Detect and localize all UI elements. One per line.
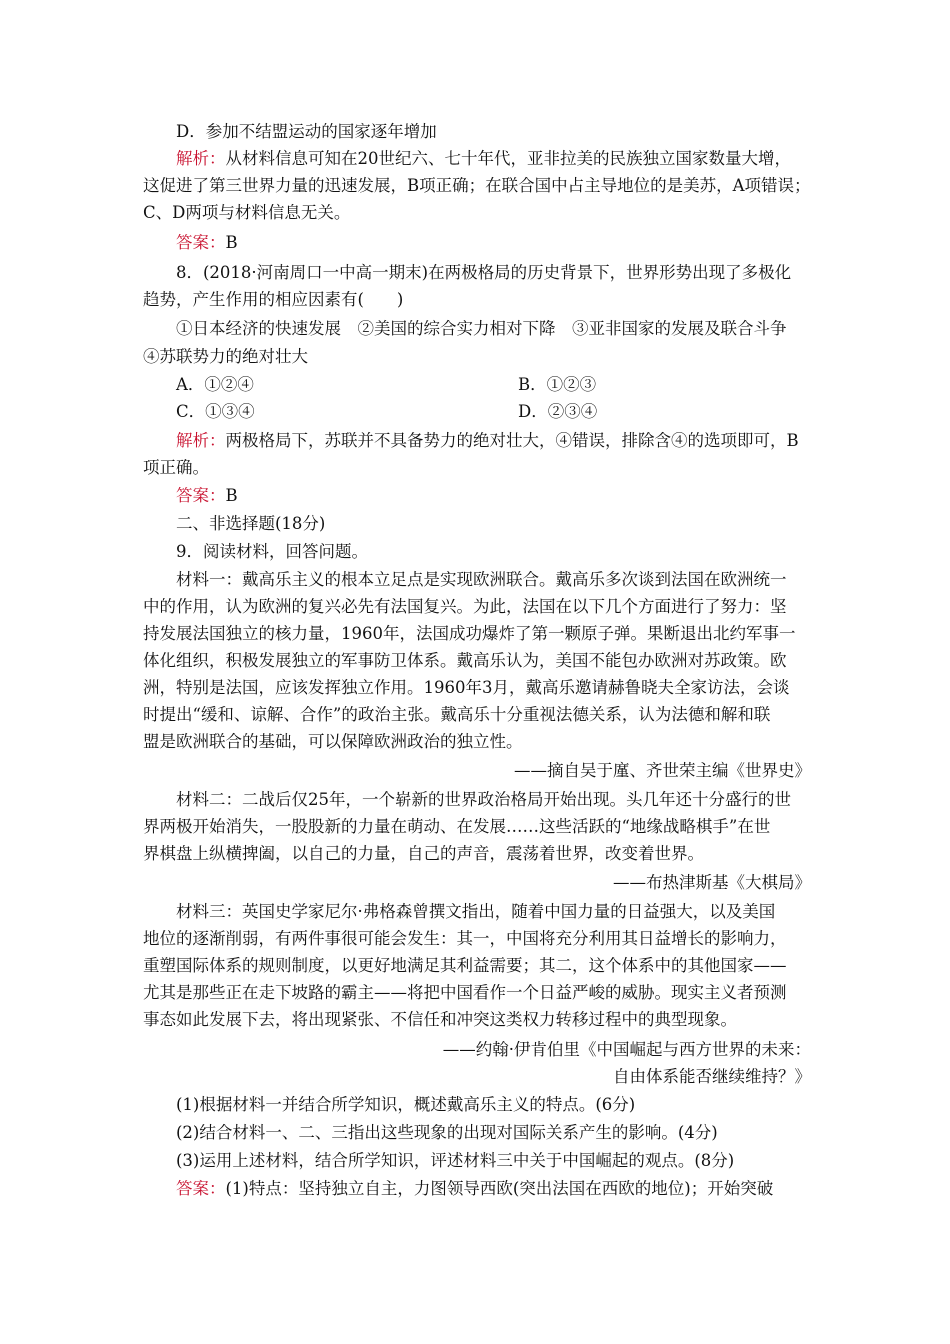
text-line: ①日本经济的快速发展 ②美国的综合实力相对下降 ③亚非国家的发展及联合斗争 [176,319,787,338]
source-citation: 自由体系能否继续维持？》 [613,1067,811,1086]
text-line: 事态如此发展下去，将出现紧张、不信任和冲突这类权力转移过程中的典型现象。 [143,1010,737,1029]
text-line: 界棋盘上纵横捭阖，以自己的力量，自己的声音，震荡着世界，改变着世界。 [143,844,704,863]
text-line: C、D两项与材料信息无关。 [143,203,351,222]
option-a: A．①②④ [176,375,254,394]
text-line: 体化组织，积极发展独立的军事防卫体系。戴高乐认为，美国不能包办欧洲对苏政策。欧 [143,651,787,670]
text-line: 趋势，产生作用的相应因素有( ) [143,290,404,309]
option-d-line: D．参加不结盟运动的国家逐年增加 [176,122,437,141]
text-line: 地位的逐渐削弱，有两件事很可能会发生：其一，中国将充分利用其日益增长的影响力， [143,929,787,948]
answer-label: 答案： [176,1179,226,1198]
text-line: 时提出“缓和、谅解、合作”的政治主张。戴高乐十分重视法德关系，认为法德和解和联 [143,705,771,724]
answer-line: 答案：B [176,486,238,505]
section-heading: 二、非选择题(18分) [176,514,326,533]
material-1: 材料一：戴高乐主义的根本立足点是实现欧洲联合。戴高乐多次谈到法国在欧洲统一 [176,570,787,589]
text-line: 重塑国际体系的规则制度，以更好地满足其利益需要；其二，这个体系中的其他国家—— [143,956,787,975]
text-line: 持发展法国独立的核力量，1960年，法国成功爆炸了第一颗原子弹。果断退出北约军事一 [143,624,796,643]
option-d: D．②③④ [518,402,598,421]
text-line: 中的作用，认为欧洲的复兴必先有法国复兴。为此，法国在以下几个方面进行了努力：坚 [143,597,787,616]
analysis-label: 解析： [176,149,226,168]
material-3: 材料三：英国史学家尼尔·弗格森曾撰文指出，随着中国力量的日益强大，以及美国 [176,902,776,921]
options-row-1 [176,371,846,398]
answer-label: 答案： [176,233,226,252]
question-9: 9．阅读材料，回答问题。 [176,542,368,561]
options-row-2 [176,398,846,425]
answer-line: 答案：B [176,233,238,252]
sub-question-3: (3)运用上述材料，结合所学知识，评述材料三中关于中国崛起的观点。(8分) [176,1151,735,1170]
text-line: 项正确。 [143,458,209,477]
text-line: 尤其是那些正在走下坡路的霸主——将把中国看作一个日益严峻的威胁。现实主义者预测 [143,983,787,1002]
answer-label: 答案： [176,486,226,505]
text-line: ④苏联势力的绝对壮大 [143,347,308,366]
question-8: 8．(2018·河南周口一中高一期末)在两极格局的历史背景下，世界形势出现了多极化 [176,263,792,282]
text-line: 界两极开始消失，一股股新的力量在萌动、在发展……这些活跃的“地缘战略棋手”在世 [143,817,771,836]
source-citation: ——布热津斯基《大棋局》 [613,873,811,892]
sub-question-1: (1)根据材料一并结合所学知识，概述戴高乐主义的特点。(6分) [176,1095,636,1114]
text-line: 洲，特别是法国，应该发挥独立作用。1960年3月，戴高乐邀请赫鲁晓夫全家访法，会谈 [143,678,790,697]
source-citation: ——约翰·伊肯伯里《中国崛起与西方世界的未来： [442,1040,811,1059]
analysis-label: 解析： [176,431,226,450]
text-line: 这促进了第三世界力量的迅速发展，B项正确；在联合国中占主导地位的是美苏，A项错误； [143,176,811,195]
analysis-line: 解析：两极格局下，苏联并不具备势力的绝对壮大，④错误，排除含④的选项即可，B [176,431,799,450]
material-2: 材料二：二战后仅25年，一个崭新的世界政治格局开始出现。头几年还十分盛行的世 [176,790,791,809]
sub-question-2: (2)结合材料一、二、三指出这些现象的出现对国际关系产生的影响。(4分) [176,1123,718,1142]
text-line: 盟是欧洲联合的基础，可以保障欧洲政治的独立性。 [143,732,523,751]
analysis-line: 解析：从材料信息可知在20世纪六、七十年代，亚非拉美的民族独立国家数量大增， [176,149,791,168]
option-c: C．①③④ [176,402,255,421]
option-b: B．①②③ [518,375,597,394]
source-citation: ——摘自吴于廑、齐世荣主编《世界史》 [514,761,811,780]
answer-line: 答案：(1)特点：坚持独立自主，力图领导西欧(突出法国在西欧的地位)；开始突破 [176,1179,774,1198]
